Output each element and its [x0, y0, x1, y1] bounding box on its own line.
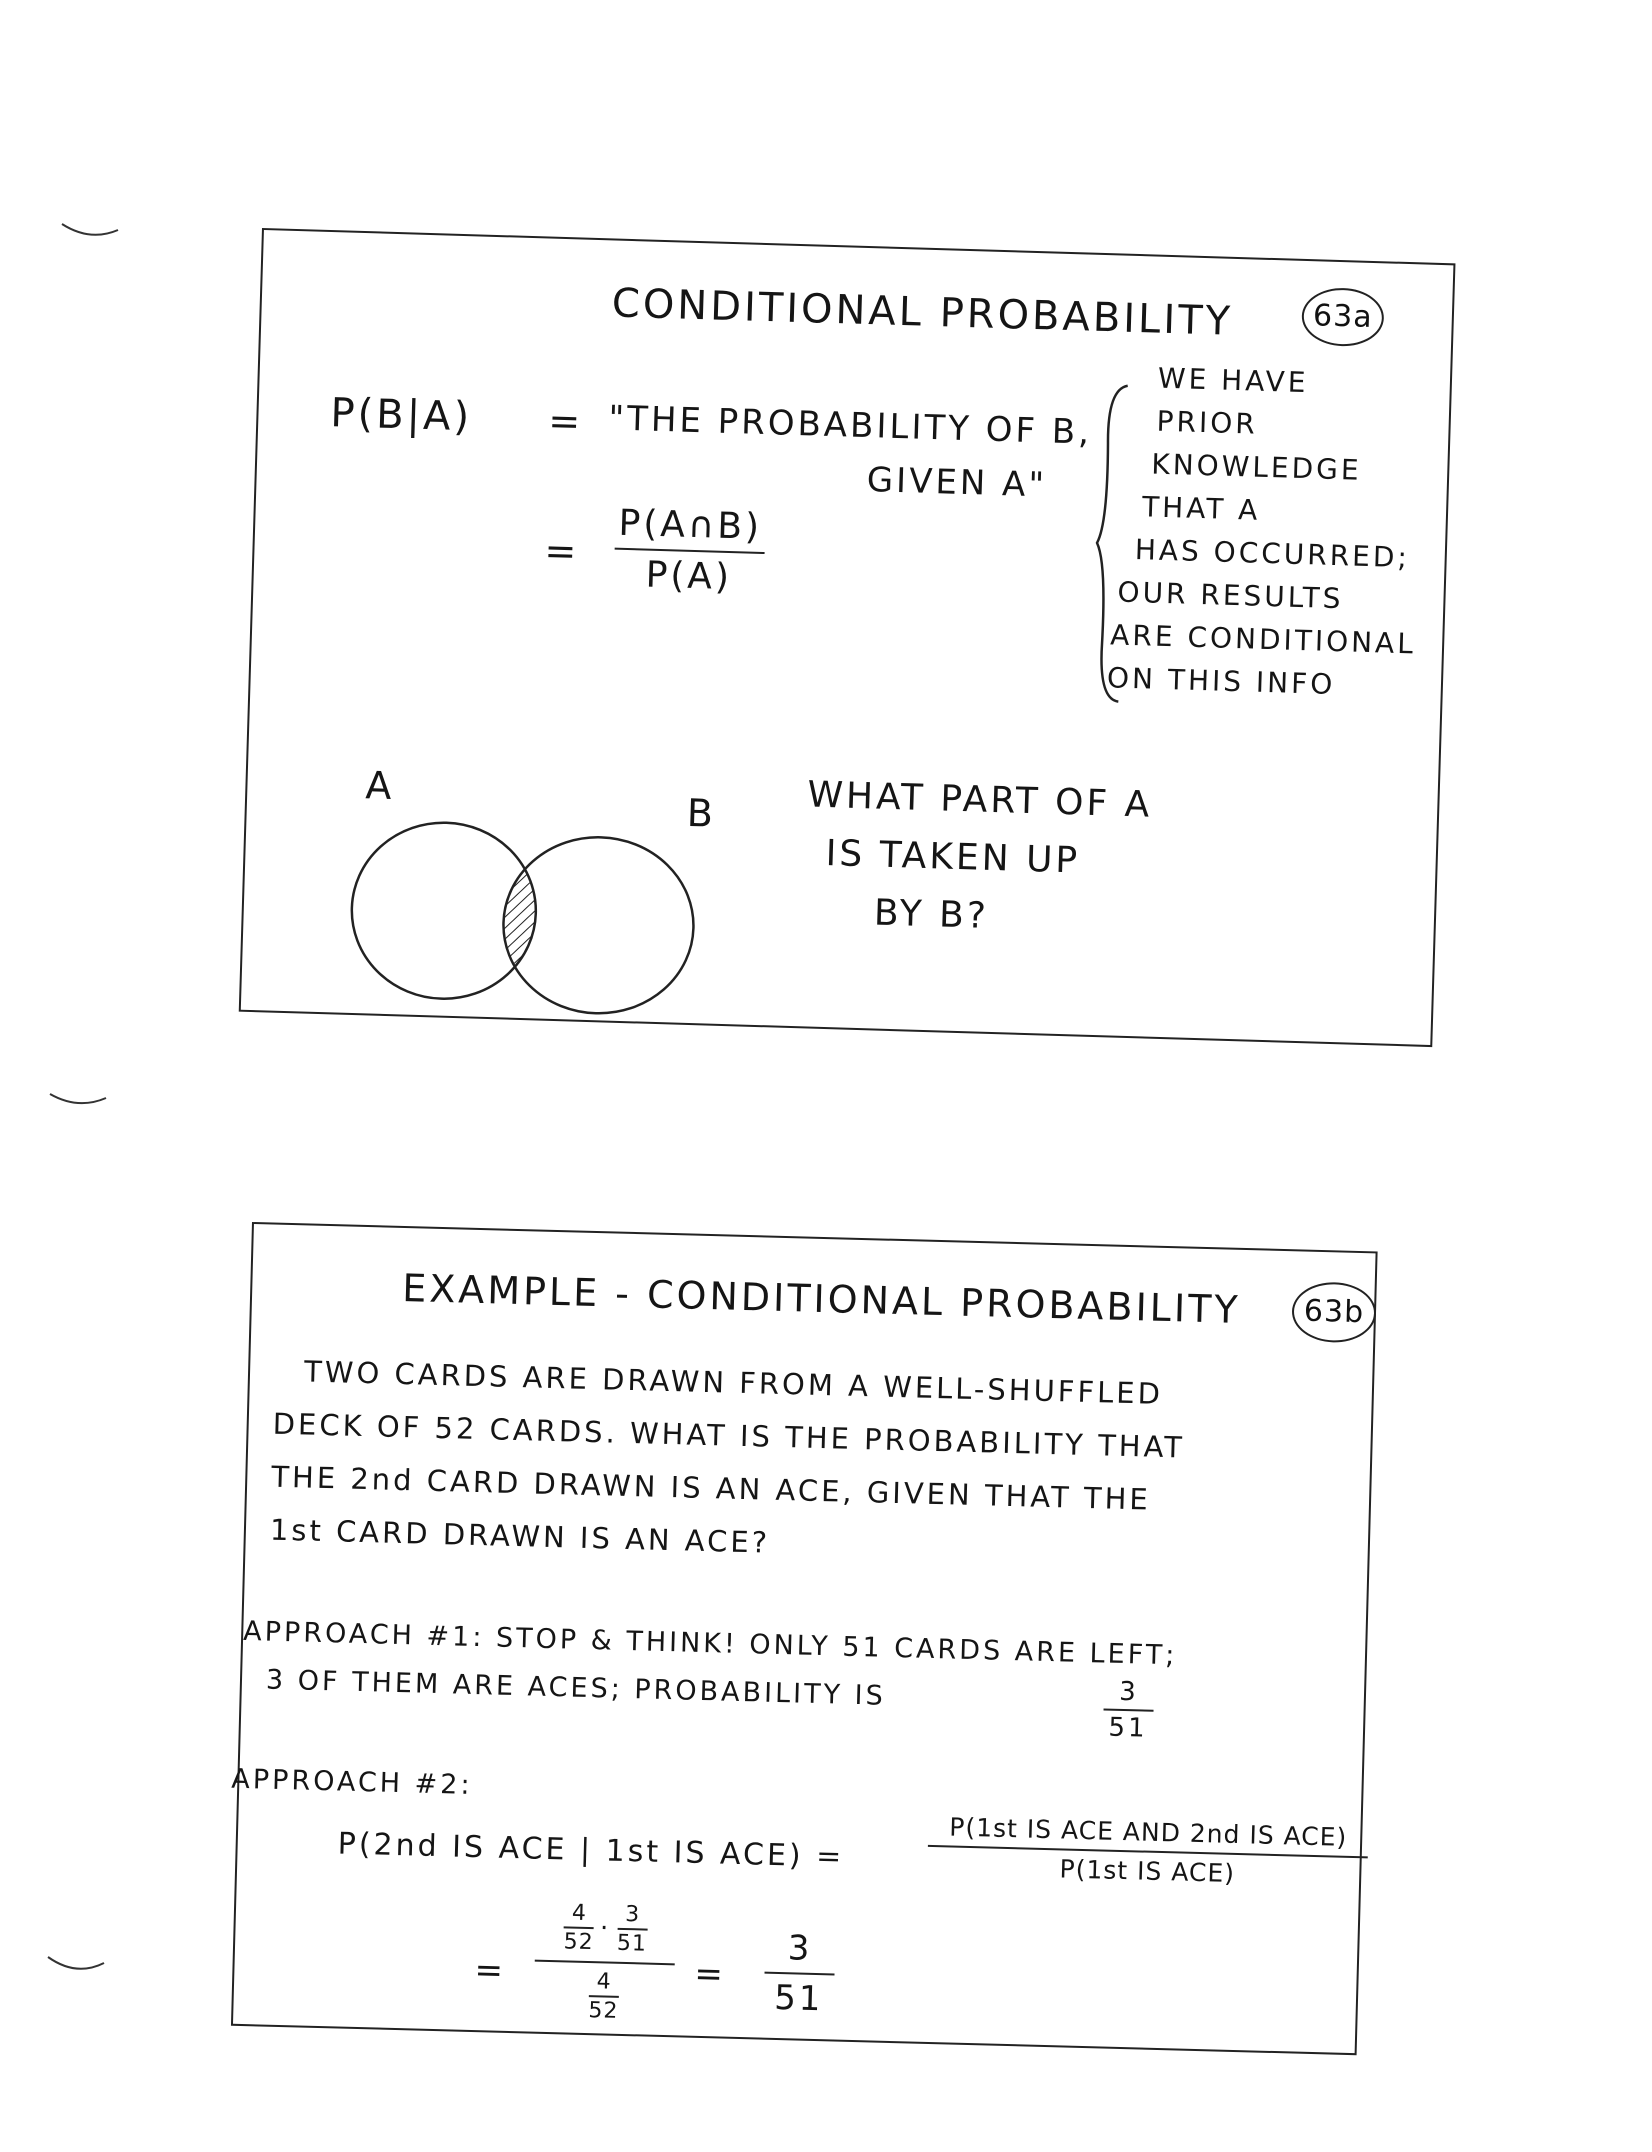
formula-denominator: P(A): [645, 554, 733, 599]
slide-63b: [231, 1222, 1378, 2055]
note-line: THAT A: [1141, 490, 1261, 527]
fraction-bar: [764, 1972, 834, 1976]
venn-question: [803, 766, 1153, 950]
note-line: PRIOR: [1156, 404, 1259, 441]
result-fraction: [763, 1928, 835, 2020]
equals-sign-2: =: [693, 1953, 727, 1995]
denominator: 51: [616, 1930, 648, 1957]
venn-diagram: [341, 813, 727, 1024]
answer-numerator: 3: [1118, 1676, 1140, 1708]
venn-intersection-shaded: [501, 835, 696, 1017]
approach-2-label: APPROACH #2:: [231, 1763, 473, 1801]
definition-numerator: P(1st IS ACE AND 2nd IS ACE): [949, 1812, 1348, 1852]
approach-1-answer: [1103, 1676, 1155, 1743]
fraction-bar: [615, 548, 765, 554]
conditional-probability-notation: P(B|A): [329, 390, 473, 441]
definition-denominator: P(1st IS ACE): [1059, 1854, 1236, 1888]
definition-quote-line-2: GIVEN A": [866, 460, 1048, 506]
punch-hole-mark-bottom: [46, 1955, 106, 1975]
punch-hole-mark-top: [60, 222, 120, 242]
compound-fraction: [533, 1900, 676, 2026]
problem-line: TWO CARDS ARE DRAWN FROM A WELL-SHUFFLED: [303, 1354, 1164, 1411]
numerator: 4: [571, 1900, 588, 1926]
note-line: WE HAVE: [1157, 361, 1309, 400]
problem-line: DECK OF 52 CARDS. WHAT IS THE PROBABILITY THAT: [272, 1406, 1186, 1465]
fraction-bar: [1104, 1708, 1154, 1711]
definition-quote-line-1: "THE PROBABILITY OF B,: [607, 398, 1093, 453]
definition-fraction: [927, 1812, 1369, 1891]
slide-number-badge: 63b: [1291, 1281, 1377, 1343]
note-line: HAS OCCURRED;: [1134, 533, 1411, 575]
venn-label-a: A: [364, 763, 396, 809]
denominator: 52: [588, 1998, 619, 2024]
note-line: KNOWLEDGE: [1150, 447, 1363, 487]
answer-denominator: 51: [1108, 1712, 1148, 1744]
problem-line: THE 2nd CARD DRAWN IS AN ACE, GIVEN THAT THE: [270, 1459, 1152, 1517]
approach-1-line-2: 3 OF THEM ARE ACES; PROBABILITY IS: [265, 1664, 887, 1712]
equals-sign: =: [547, 398, 584, 444]
result-numerator: 3: [787, 1928, 813, 1969]
equals-sign-2: =: [543, 528, 581, 574]
main-fraction-bar: [535, 1960, 675, 1966]
multiplication-dot: ·: [599, 1913, 612, 1944]
question-line: WHAT PART OF A: [806, 774, 1153, 826]
note-line: ARE CONDITIONAL: [1109, 618, 1417, 661]
punch-hole-mark-middle: [48, 1092, 108, 1112]
problem-line: 1st CARD DRAWN IS AN ACE?: [269, 1512, 771, 1560]
question-line: BY B?: [873, 892, 990, 937]
fraction: [563, 1900, 594, 1955]
fraction: [617, 1902, 648, 1957]
note-line: OUR RESULTS: [1117, 575, 1344, 616]
slide-title: CONDITIONAL PROBABILITY: [611, 280, 1234, 345]
side-note: [1106, 356, 1424, 708]
problem-statement: [269, 1345, 1187, 1581]
slide-63a: [239, 228, 1456, 1047]
conditional-expression: P(2nd IS ACE | 1st IS ACE) =: [337, 1826, 845, 1875]
note-line: ON THIS INFO: [1106, 661, 1336, 702]
approach-1-line-1: APPROACH #1: STOP & THINK! ONLY 51 CARDS ARE LEFT;: [242, 1615, 1178, 1672]
numerator: 4: [596, 1969, 613, 1995]
slide-title: EXAMPLE - CONDITIONAL PROBABILITY: [401, 1265, 1242, 1332]
question-line: IS TAKEN UP: [825, 833, 1081, 882]
numerator: 3: [624, 1902, 641, 1928]
fraction: [588, 1969, 619, 2024]
equals-sign: =: [473, 1950, 507, 1991]
denominator: 52: [563, 1929, 594, 1956]
venn-label-b: B: [686, 790, 717, 836]
formula-numerator: P(A∩B): [618, 502, 763, 548]
slide-number-badge: 63a: [1301, 287, 1385, 347]
result-denominator: 51: [773, 1977, 824, 2020]
formula-fraction: [613, 503, 766, 599]
